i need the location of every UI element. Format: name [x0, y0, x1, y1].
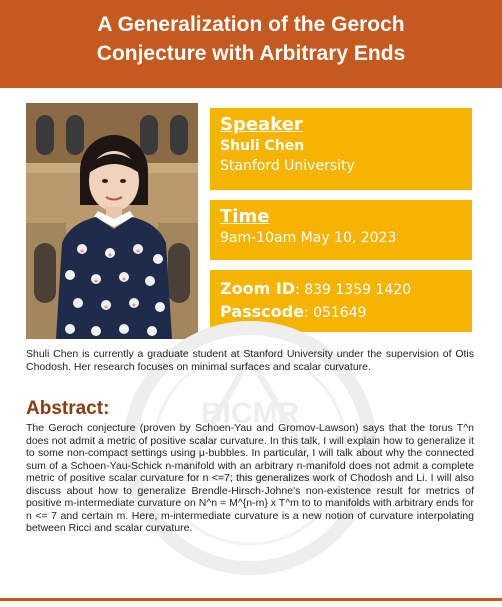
- speaker-box: [210, 108, 472, 190]
- passcode-label: Passcode: [220, 302, 304, 321]
- time-value: 9am-10am May 10, 2023: [220, 230, 397, 246]
- watermark-text: BICMR: [200, 397, 300, 430]
- footer-divider: [0, 598, 502, 601]
- zoom-id-value: : 839 1359 1420: [295, 282, 412, 298]
- time-heading: Time: [220, 206, 270, 227]
- passcode-value: : 051649: [303, 305, 367, 321]
- time-box: [210, 200, 472, 260]
- speaker-name: Shuli Chen: [220, 138, 305, 154]
- zoom-id-label: Zoom ID: [220, 279, 296, 298]
- speaker-photo-illustration: [26, 103, 198, 339]
- speaker-bio: Shuli Chen is currently a graduate student at Stanford University under the supervision of Otis Chodosh. Her research focuses on minimal surfaces and scalar curvature.: [26, 348, 474, 373]
- page-title: A Generalization of the Geroch Conjecture with Arbitrary Ends: [96, 13, 406, 65]
- speaker-heading: Speaker: [220, 114, 303, 135]
- abstract-heading: Abstract:: [26, 398, 110, 419]
- abstract-text: The Geroch conjecture (proven by Schoen-Yau and Gromov-Lawson) says that the torus T^n does not admit a metric of positive scalar curvature. In this talk, I will explain how to generalize it to some non-compact settings using μ-bubbles. In particular, I will talk about why the connected sum of a Schoen-Yau-Schick n-manifold with an arbitrary n-manifold does not admit a complete metric of positive scalar curvature for n <=7; this generalizes work of Chodosh and Li. I will also discuss about how to generalize Brendle-Hirsch-Johne's non-existence result for metrics of positive m-intermediate curvature on N^n = M^{n-m} x T^m to to manifolds with arbitrary ends for n <= 7 and certain m. Here, m-intermediate curvature is a new notion of curvature interpolating between Ricci and scalar curvature.: [26, 422, 474, 534]
- speaker-affiliation: Stanford University: [220, 158, 355, 174]
- speaker-photo: [26, 103, 198, 339]
